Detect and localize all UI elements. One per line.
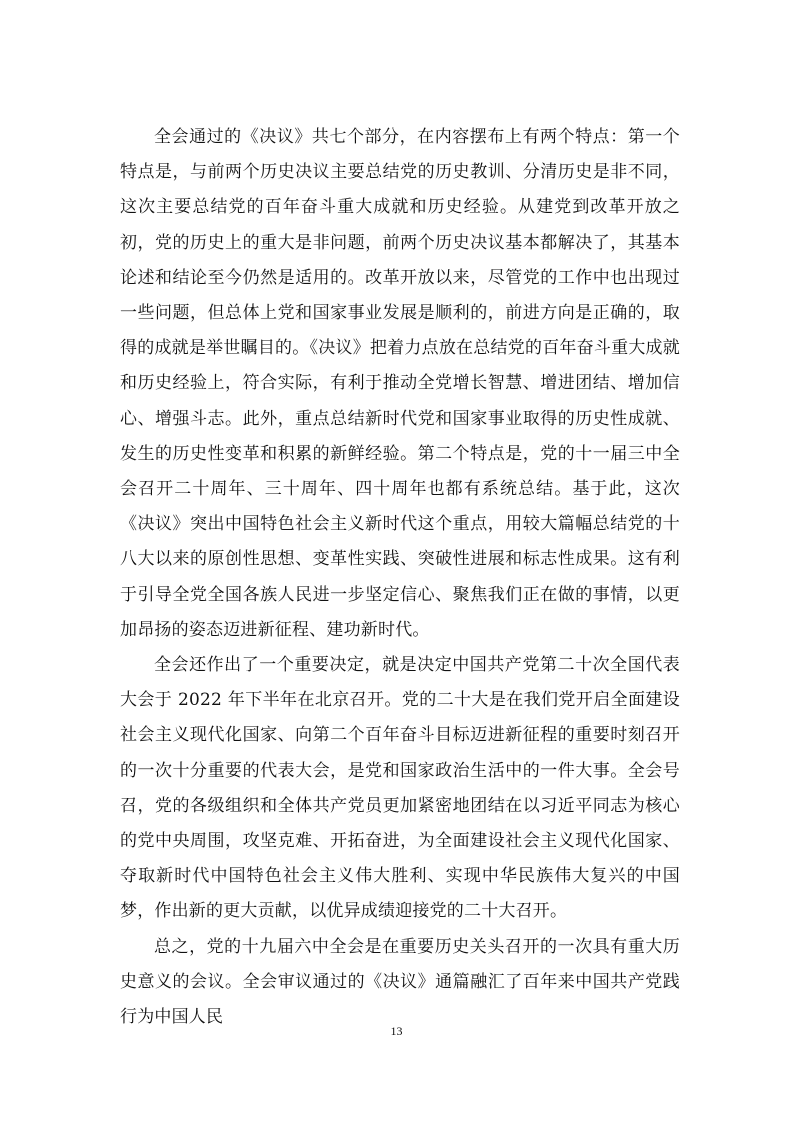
paragraph-2: 全会还作出了一个重要决定，就是决定中国共产党第二十次全国代表大会于 2022 年下半年在北京召开。党的二十大是在我们党开启全面建设社会主义现代化国家、向第二个百年奋斗目标迈进新征程的重要时刻召开的一次十分重要的代表大会，是党和国家政治生活中的一件大事。全会号召，党的各级组织和全体共产党员更加紧密地团结在以习近平同志为核心的党中央周围，攻坚克难、开拓奋进，为全面建设社会主义现代化国家、夺取新时代中国特色社会主义伟大胜利、实现中华民族伟大复兴的中国梦，作出新的更大贡献，以优异成绩迎接党的二十大召开。 — [120, 655, 680, 922]
paragraph-1: 全会通过的《决议》共七个部分，在内容摆布上有两个特点：第一个特点是，与前两个历史决议主要总结党的历史教训、分清历史是非不同，这次主要总结党的百年奋斗重大成就和历史经验。从建党到改革开放之初，党的历史上的重大是非问题，前两个历史决议基本都解决了，其基本论述和结论至今仍然是适用的。改革开放以来，尽管党的工作中也出现过一些问题，但总体上党和国家事业发展是顺利的，前进方向是正确的，取得的成就是举世瞩目的。《决议》把着力点放在总结党的百年奋斗重大成就和历史经验上，符合实际，有利于推动全党增长智慧、增进团结、增加信心、增强斗志。此外，重点总结新时代党和国家事业取得的历史性成就、发生的历史性变革和积累的新鲜经验。第二个特点是，党的十一届三中全会召开二十周年、三十周年、四十周年也都有系统总结。基于此，这次《决议》突出中国特色社会主义新时代这个重点，用较大篇幅总结党的十八大以来的原创性思想、变革性实践、突破性进展和标志性成果。这有利于引导全党全国各族人民进一步坚定信心、聚焦我们正在做的事情，以更加昂扬的姿态迈进新征程、建功新时代。 — [120, 127, 680, 640]
paragraph-3: 总之，党的十九届六中全会是在重要历史关头召开的一次具有重大历史意义的会议。全会审议通过的《决议》通篇融汇了百年来中国共产党践行为中国人民 — [120, 936, 680, 1028]
body-text — [120, 120, 680, 1035]
page-number: 13 — [390, 1024, 403, 1038]
